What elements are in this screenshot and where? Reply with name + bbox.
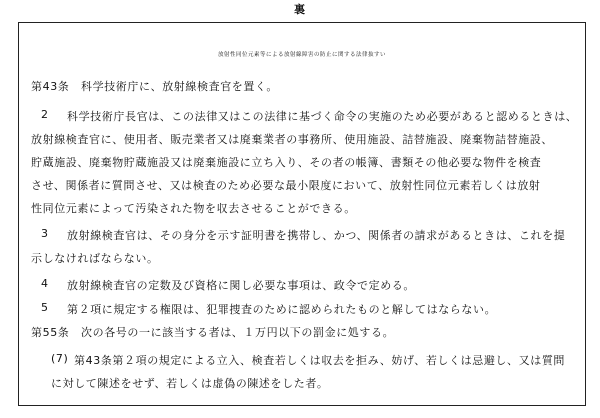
paragraph-5-number: 5: [41, 301, 49, 314]
document-title: 放射性同位元素等による放射線障害の防止に関する法律抜すい: [217, 52, 386, 58]
paragraph-2-line-5: 性同位元素によって汚染された物を収去させることができる。: [31, 202, 356, 215]
page-label: 裏: [294, 3, 306, 16]
paragraph-3-line-2: 示しなければならない。: [31, 252, 159, 265]
paragraph-2-line-4: させ、関係者に質問させ、又は検査のため必要な最小限度において、放射性同位元素若しくは放射: [31, 179, 541, 192]
item-7-number: (7): [51, 352, 69, 365]
document-frame: [18, 22, 586, 406]
paragraph-2-number: 2: [41, 108, 49, 121]
article-55-heading: 第55条 次の各号の一に該当する者は、１万円以下の罰金に処する。: [31, 326, 395, 339]
paragraph-2-line-1: 科学技術庁長官は、この法律又はこの法律に基づく命令の実施のため必要があると認めるときは、: [67, 110, 578, 123]
paragraph-5-text: 第２項に規定する権限は、犯罪捜査のために認められたものと解してはならない。: [67, 303, 497, 316]
item-7-line-2: に対して陳述をせず、若しくは虚偽の陳述をした者。: [51, 377, 329, 390]
paragraph-3-number: 3: [41, 227, 49, 240]
paragraph-3-line-1: 放射線検査官は、その身分を示す証明書を携帯し、かつ、関係者の請求があるときは、これを提: [67, 229, 566, 242]
article-43-heading: 第43条 科学技術庁に、放射線検査官を置く。: [31, 80, 278, 93]
paragraph-2-line-3: 貯蔵施設、廃棄物貯蔵施設又は廃棄施設に立ち入り、その者の帳簿、書類その他必要な物件を検査: [31, 156, 542, 169]
paragraph-4-number: 4: [41, 277, 49, 290]
item-7-line-1: 第43条第２項の規定による立入、検査若しくは収去を拒み、妨げ、若しくは忌避し、又は質問: [74, 354, 566, 367]
paragraph-4-text: 放射線検査官の定数及び資格に関し必要な事項は、政令で定める。: [67, 279, 415, 292]
paragraph-2-line-2: 放射線検査官に、使用者、販売業者又は廃棄業者の事務所、使用施設、詰替施設、廃棄物詰替施設、: [31, 133, 553, 146]
